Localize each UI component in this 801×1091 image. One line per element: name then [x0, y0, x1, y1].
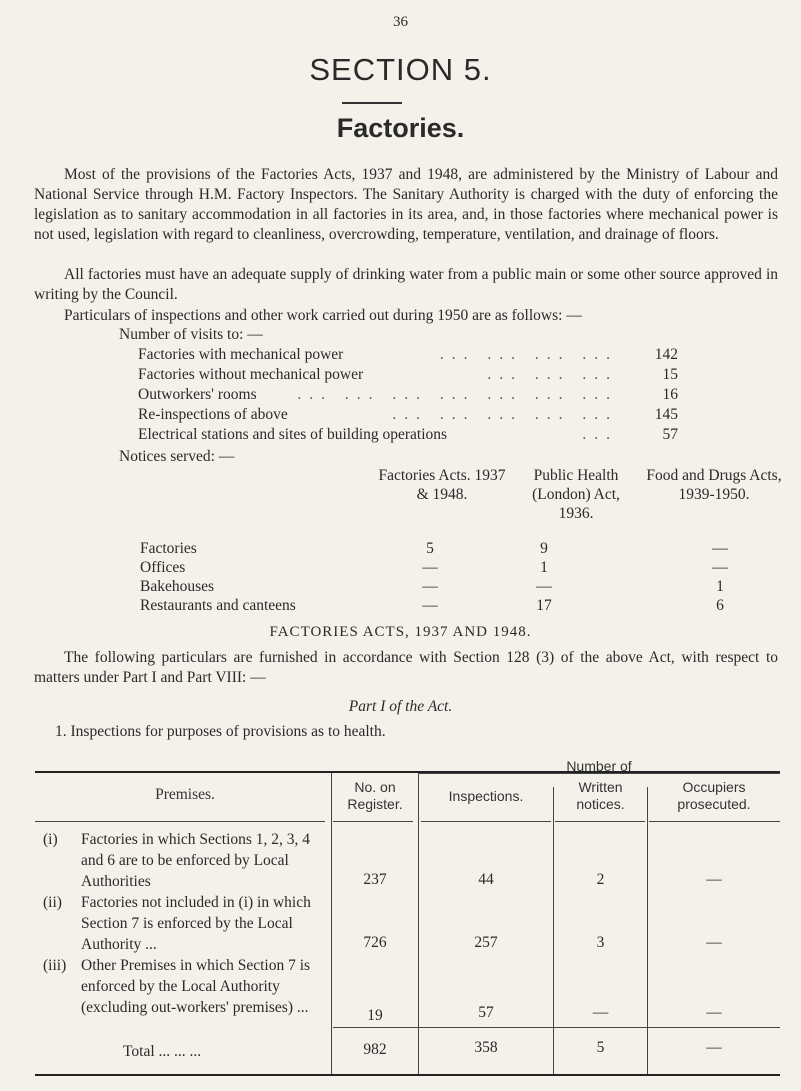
total-occupiers: — [706, 1039, 722, 1056]
notices-header-public-health: Public Health (London) Act, 1936. [532, 467, 620, 522]
notice-row [140, 597, 780, 616]
header-occupiers-prosecuted: Occupiers prosecuted. [677, 779, 751, 812]
premises-cell [43, 829, 331, 892]
header-inspections: Inspections. [448, 788, 524, 804]
notice-value: — [422, 597, 438, 614]
notice-value: 6 [716, 597, 724, 614]
inspections-title: 1. Inspections for purposes of provisions as to health. [55, 723, 386, 740]
acts-caption: FACTORIES ACTS, 1937 AND 1948. [269, 624, 532, 640]
notice-label: Factories [140, 540, 197, 557]
notice-row [140, 578, 780, 597]
row-number: (i) [43, 831, 58, 848]
visit-value: 145 [654, 406, 678, 423]
section-title: SECTION 5. [309, 52, 492, 87]
visit-value: 15 [662, 366, 678, 383]
leader-dots: ... ... ... ... [439, 346, 618, 363]
row-text: Factories in which Sections 1, 2, 3, 4 and 6 are to be enforced by Local Authorities [81, 831, 311, 890]
register-value: 19 [367, 1007, 383, 1024]
notice-value: — [422, 559, 438, 576]
total-register: 982 [363, 1041, 387, 1058]
visit-value: 142 [654, 346, 678, 363]
notices-header-factories-acts: Factories Acts. 1937 & 1948. [378, 467, 506, 503]
col-divider [418, 773, 419, 1074]
visit-label: Factories with mechanical power [138, 346, 344, 363]
row-number: (ii) [43, 894, 62, 911]
col-divider [331, 773, 332, 1074]
occupiers-value: — [706, 871, 722, 888]
col-divider [647, 787, 648, 1074]
leader-dots: ... ... ... [487, 366, 618, 383]
visit-row [138, 426, 678, 446]
notices-label: Notices served: — [119, 448, 235, 465]
intro-paragraph: Most of the provisions of the Factories Acts, 1937 and 1948, are administered by the Ministry of Labour and National Service through H.M. Factory Inspectors. The Sanitary Authority is charged with the duty of enforcing the legislation as to sanitary accommodation in all factories in its area, and, in those factories where mechanical power is not used, legislation with regard to cleanliness, overcrowding, temperature, ventilation, and drainage of floors. [34, 166, 778, 243]
water-paragraph: All factories must have an adequate supply of drinking water from a public main or some other source approved in writing by the Council. [34, 266, 778, 303]
premises-cell [43, 955, 331, 1018]
page-number: 36 [393, 14, 408, 30]
col-divider [553, 787, 554, 1074]
written-value: 3 [596, 934, 605, 951]
notice-row [140, 559, 780, 578]
written-value: — [592, 1004, 609, 1021]
visit-row [138, 386, 678, 406]
notice-value: 17 [536, 597, 552, 614]
inspections-value: 44 [478, 871, 494, 888]
notice-value: — [536, 578, 552, 595]
title-rule [342, 102, 402, 104]
premises-cell [43, 892, 331, 955]
header-premises: Premises. [155, 786, 215, 803]
header-rule [333, 821, 413, 822]
written-value: 2 [596, 871, 605, 888]
register-value: 726 [363, 934, 387, 951]
occupiers-value: — [706, 1004, 722, 1021]
inspections-value: 257 [474, 934, 498, 951]
notice-value: — [422, 578, 438, 595]
leader-dots: ... [582, 426, 618, 443]
visit-value: 57 [662, 426, 678, 443]
following-paragraph: The following particulars are furnished in accordance with Section 128 (3) of the above Act, with respect to matters under Part I and Part VIII: — [34, 649, 778, 686]
total-written: 5 [596, 1039, 605, 1056]
header-written-notices: Written notices. [576, 779, 625, 812]
visit-label: Outworkers' rooms [138, 386, 257, 403]
leader-dots: ... ... ... ... ... ... ... [297, 386, 618, 403]
leader-dots: ... ... ... ... ... [392, 406, 618, 423]
inspections-value: 57 [478, 1004, 494, 1021]
header-number-of: Number of [566, 758, 632, 774]
visit-label: Factories without mechanical power [138, 366, 364, 383]
part-title: Part I of the Act. [348, 698, 453, 715]
notice-row [140, 540, 780, 559]
notice-value: 9 [540, 540, 548, 557]
notice-value: — [712, 559, 728, 576]
header-rule [421, 821, 551, 822]
visit-row [138, 346, 678, 366]
notice-value: 1 [540, 559, 548, 576]
visit-value: 16 [662, 386, 678, 403]
total-rule [333, 1027, 780, 1028]
page-heading: Factories. [336, 113, 465, 143]
notice-value: — [712, 540, 728, 557]
row-text: Factories not included in (i) in which Section 7 is enforced by the Local Authority ... [81, 894, 311, 953]
row-number: (iii) [43, 957, 67, 974]
header-register: No. on Register. [347, 779, 403, 812]
notice-value: 5 [426, 540, 434, 557]
particulars-paragraph: Particulars of inspections and other work carried out during 1950 are as follows: — [64, 307, 582, 324]
notice-label: Bakehouses [140, 578, 215, 595]
visit-row [138, 366, 678, 386]
total-label: Total ... ... ... [123, 1043, 202, 1060]
header-rule [35, 821, 325, 822]
register-value: 237 [363, 871, 387, 888]
row-text: Other Premises in which Section 7 is enforced by the Local Authority (excluding out-workers' premises) ... [81, 957, 311, 1016]
visit-row [138, 406, 678, 426]
notice-label: Offices [140, 559, 186, 576]
visits-label: Number of visits to: — [119, 326, 263, 343]
visit-label: Electrical stations and sites of building operations [138, 426, 448, 443]
header-rule [649, 821, 780, 822]
total-inspections: 358 [474, 1039, 498, 1056]
header-rule [555, 821, 645, 822]
notices-header-food-drugs: Food and Drugs Acts, 1939-1950. [646, 467, 782, 503]
notice-label: Restaurants and canteens [140, 597, 296, 614]
visit-label: Re-inspections of above [138, 406, 288, 423]
table-bottom-rule [35, 1074, 780, 1076]
occupiers-value: — [706, 934, 722, 951]
notice-value: 1 [716, 578, 724, 595]
inspections-table [35, 758, 780, 1076]
